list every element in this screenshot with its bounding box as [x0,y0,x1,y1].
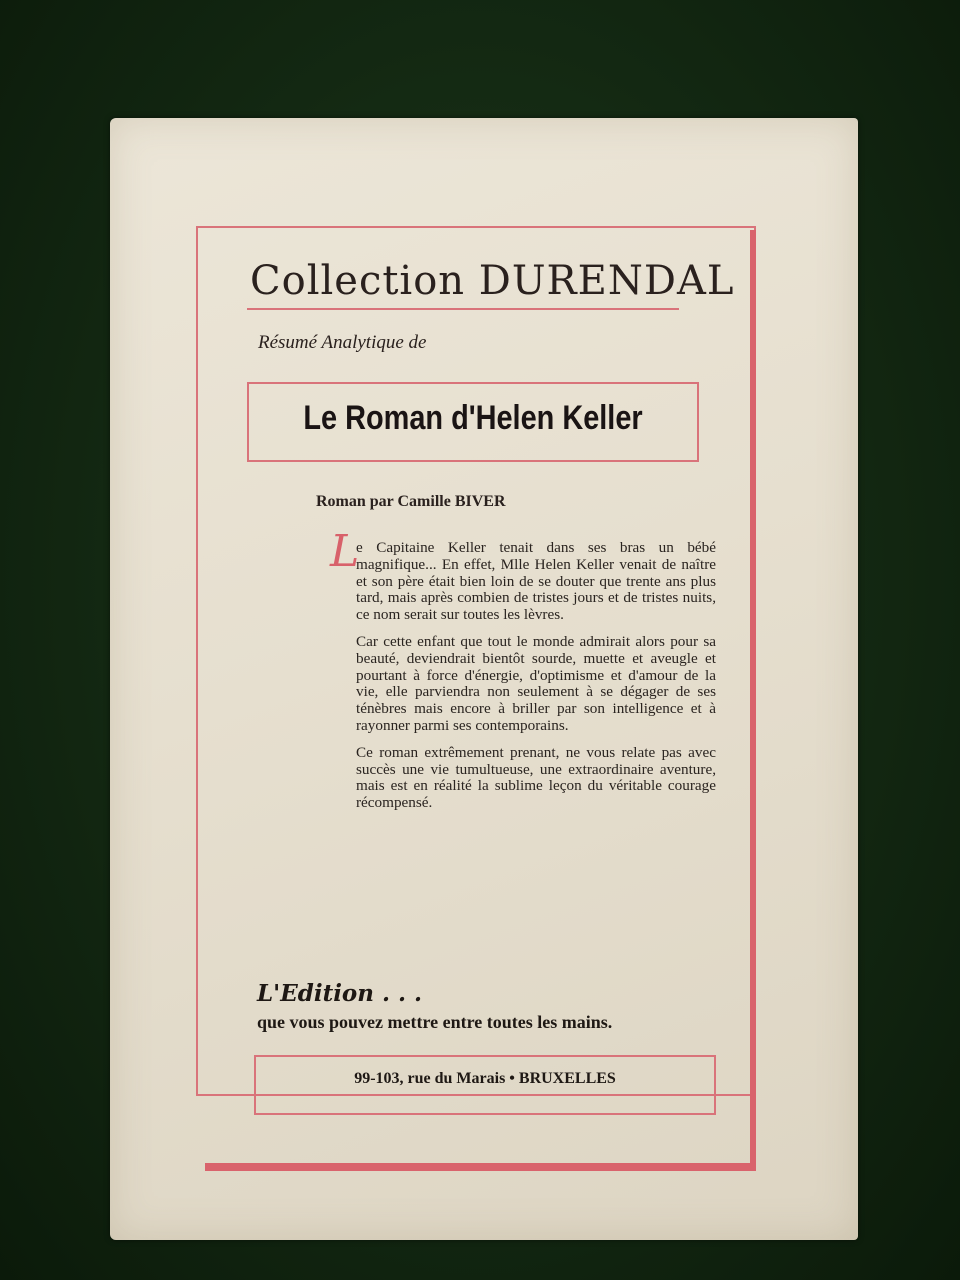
drop-cap: L [330,526,360,577]
summary-text [356,540,716,822]
subtitle: Résumé Analytique de [258,332,427,353]
book-title-box [247,382,699,462]
collection-title: Collection DURENDAL [250,258,735,304]
publisher-address: 99-103, rue du Marais • BRUXELLES [354,1070,616,1087]
red-border-shadow-right [750,230,756,1170]
summary-paragraph: Car cette enfant que tout le monde admirait alors pour sa beauté, deviendrait bientôt sourde, muette et aveugle et pourtant à force d'énergie, d'optimisme et d'amour de la vie, elle parviendra non seulement à se dégager de ses ténèbres mais encore à briller par son intelligence et à rayonner parmi ses contemporains. [356,632,716,734]
summary-paragraph: e Capitaine Keller tenait dans ses bras un bébé magnifique... En effet, Mlle Helen Keller venait de naître et son père était bien loin de se douter que trente ans plus tard, mais après combien de tristes jours et de tristes nuits, ce nom serait sur toutes les lèvres. [356,539,716,624]
book-title: Le Roman d'Helen Keller [303,399,643,437]
address-box [254,1055,716,1115]
title-underline [247,308,679,310]
tagline: que vous pouvez mettre entre toutes les mains. [257,1012,613,1032]
summary-paragraph: Ce roman extrêmement prenant, ne vous relate pas avec succès une vie tumultueuse, une extraordinaire aventure, mais est en réalité la sublime leçon du véritable courage récompensé. [356,743,716,812]
red-border-shadow-bottom [205,1163,756,1171]
author-line: Roman par Camille BIVER [316,493,506,510]
edition-label: L'Edition . . . [257,980,423,1007]
